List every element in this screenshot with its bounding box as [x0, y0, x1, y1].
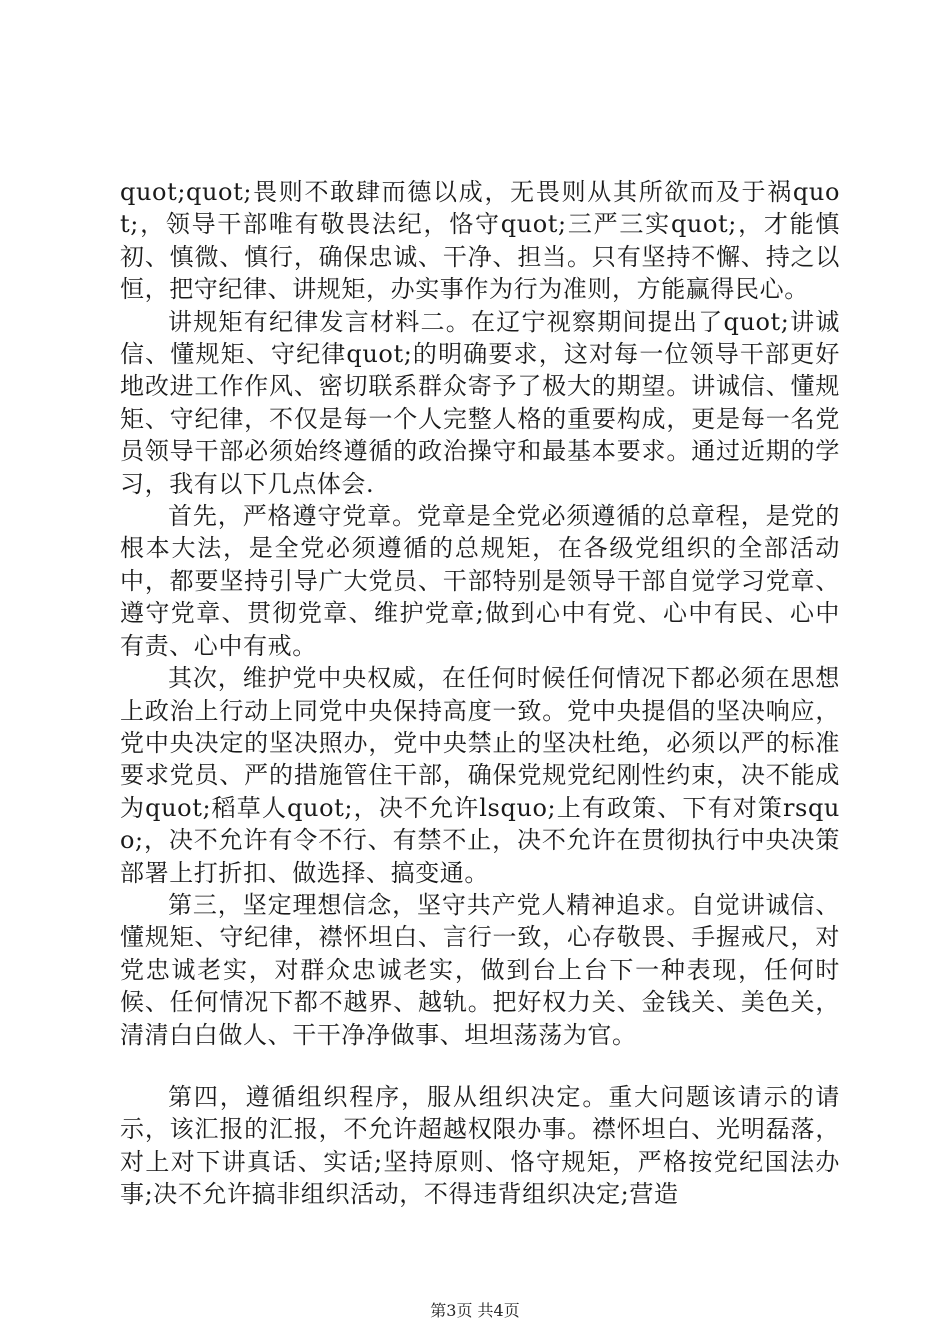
- page-footer: 第3页 共4页: [430, 1301, 520, 1320]
- paragraph-first-point: 首先，严格遵守党章。党章是全党必须遵循的总章程，是党的根本大法，是全党必须遵循的总规矩，在各级党组织的全部活动中，都要坚持引导广大党员、干部特别是领导干部自觉学习党章、遵守党章、贯彻党章、维护党章;做到心中有党、心中有民、心中有责、心中有戒。: [120, 502, 840, 660]
- paragraph-continuation: quot;quot;畏则不敢肆而德以成，无畏则从其所欲而及于祸quot;，领导干部唯有敬畏法纪，恪守quot;三严三实quot;，才能慎初、慎微、慎行，确保忠诚、干净、担当。只有坚持不懈、持之以恒，把守纪律、讲规矩，办实事作为行为准则，方能赢得民心。: [120, 178, 840, 304]
- paragraph-fourth-point: 第四，遵循组织程序，服从组织决定。重大问题该请示的请示，该汇报的汇报，不允许超越权限办事。襟怀坦白、光明磊落，对上对下讲真话、实话;坚持原则、恪守规矩，严格按党纪国法办事;决不允许搞非组织活动，不得违背组织决定;营造: [120, 1082, 840, 1209]
- body-text: [120, 176, 840, 1211]
- paragraph-speech-material-two: 讲规矩有纪律发言材料二。在辽宁视察期间提出了quot;讲诚信、懂规矩、守纪律quot;的明确要求，这对每一位领导干部更好地改进工作作风、密切联系群众寄予了极大的期望。讲诚信、懂规矩、守纪律，不仅是每一个人完整人格的重要构成，更是每一名党员领导干部必须始终遵循的政治操守和最基本要求。通过近期的学习，我有以下几点体会.: [120, 307, 840, 498]
- paragraph-third-point: 第三，坚定理想信念，坚守共产党人精神追求。自觉讲诚信、懂规矩、守纪律，襟怀坦白、言行一致，心存敬畏、手握戒尺，对党忠诚老实，对群众忠诚老实，做到台上台下一种表现，任何时候、任何情况下都不越界、越轨。把好权力关、金钱关、美色关，清清白白做人、干干净净做事、坦坦荡荡为官。: [120, 890, 840, 1049]
- paragraph-second-point: 其次，维护党中央权威，在任何时候任何情况下都必须在思想上政治上行动上同党中央保持高度一致。党中央提倡的坚决响应，党中央决定的坚决照办，党中央禁止的坚决杜绝，必须以严的标准要求党员、严的措施管住干部，确保党规党纪刚性约束，决不能成为quot;稻草人quot;，决不允许lsquo;上有政策、下有对策rsquo;，决不允许有令不行、有禁不止，决不允许在贯彻执行中央决策部署上打折扣、做选择、搞变通。: [120, 664, 840, 887]
